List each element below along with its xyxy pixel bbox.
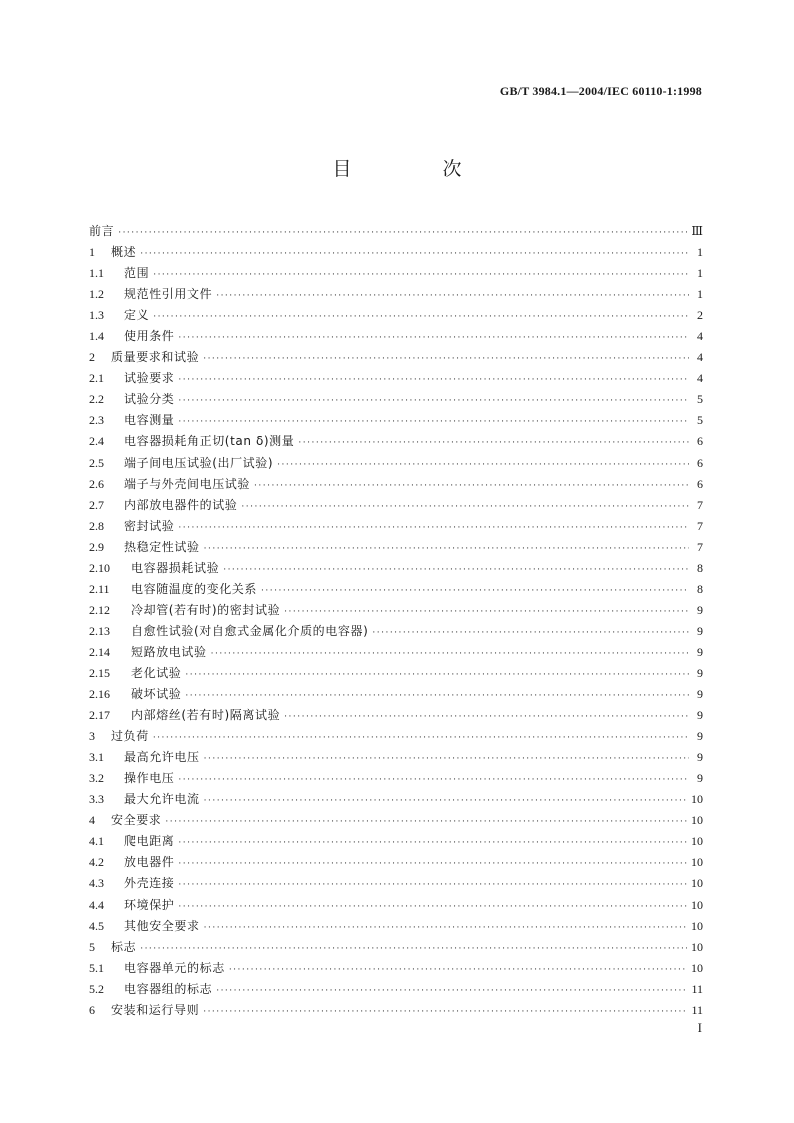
toc-entry[interactable] (89, 684, 703, 705)
toc-section-number: 2.17 (89, 708, 110, 723)
toc-page-number: 9 (697, 708, 703, 723)
toc-dot-leader (204, 539, 689, 560)
toc-section-number: 2.7 (89, 497, 104, 512)
toc-section-number: 2.5 (89, 455, 104, 470)
toc-entry[interactable] (89, 221, 703, 242)
toc-section-title: 最高允许电压 (124, 750, 200, 765)
toc-entry[interactable] (89, 389, 703, 410)
toc-section-title: 规范性引用文件 (124, 287, 213, 302)
toc-dot-leader (185, 665, 689, 686)
toc-section-number: 2 (89, 350, 95, 365)
toc-page-number: 10 (691, 876, 703, 891)
toc-section-title: 试验分类 (124, 392, 175, 407)
toc-section-title: 放电器件 (124, 855, 175, 870)
toc-section-title: 密封试验 (124, 518, 175, 533)
toc-dot-leader (165, 812, 687, 833)
toc-page-number: 4 (697, 371, 703, 386)
toc-entry[interactable] (89, 810, 703, 831)
toc-section-number: 2.6 (89, 476, 104, 491)
toc-section-title: 前言 (89, 224, 115, 238)
toc-page-number: 10 (691, 855, 703, 870)
toc-section-title: 试验要求 (124, 371, 175, 386)
toc-page-number: 4 (697, 350, 703, 365)
toc-entry[interactable] (89, 516, 703, 537)
toc-page-number: 10 (691, 897, 703, 912)
toc-section-title: 内部熔丝(若有时)隔离试验 (131, 708, 281, 723)
toc-section-title: 破坏试验 (131, 687, 182, 702)
toc-page-number: 9 (697, 771, 703, 786)
toc-page-number: 8 (697, 560, 703, 575)
toc-section-number: 2.4 (89, 434, 104, 449)
page-title: 目 次 (332, 158, 498, 180)
toc-section-number: 3.2 (89, 771, 104, 786)
toc-section-title: 操作电压 (124, 771, 175, 786)
toc-entry[interactable] (89, 937, 703, 958)
toc-section-number: 4.1 (89, 834, 104, 849)
toc-section-title: 冷却管(若有时)的密封试验 (131, 602, 281, 617)
toc-section-title: 老化试验 (131, 665, 182, 680)
toc-entry[interactable] (89, 453, 703, 474)
toc-section-title: 电容器损耗角正切(tan δ)测量 (124, 434, 295, 449)
toc-entry[interactable] (89, 579, 703, 600)
toc-entry[interactable] (89, 895, 703, 916)
toc-section-number: 2.13 (89, 623, 110, 638)
toc-dot-leader (284, 707, 689, 728)
toc-page-number: 5 (697, 413, 703, 428)
toc-dot-leader (216, 981, 687, 1002)
toc-section-number: 2.11 (89, 581, 110, 596)
toc-page-number: 7 (697, 518, 703, 533)
toc-section-number: 4.2 (89, 855, 104, 870)
toc-dot-leader (178, 391, 689, 412)
toc-dot-leader (140, 244, 689, 265)
toc-page-number: 9 (697, 750, 703, 765)
toc-entry[interactable] (89, 410, 703, 431)
toc-section-number: 1.4 (89, 329, 104, 344)
toc-dot-leader (261, 581, 689, 602)
toc-entry[interactable] (89, 495, 703, 516)
toc-section-title: 定义 (124, 308, 150, 323)
toc-page-number: 10 (691, 918, 703, 933)
toc-page-number: 1 (697, 266, 703, 281)
toc-page-number: 6 (697, 476, 703, 491)
toc-entry[interactable] (89, 621, 703, 642)
toc-section-number: 2.8 (89, 518, 104, 533)
toc-page-number: 6 (697, 434, 703, 449)
toc-dot-leader (178, 875, 687, 896)
toc-entry[interactable] (89, 431, 703, 452)
toc-dot-leader (203, 1002, 687, 1023)
toc-section-title: 电容器单元的标志 (124, 960, 225, 975)
toc-section-number: 5 (89, 939, 95, 954)
toc-page-number: 10 (691, 960, 703, 975)
toc-dot-leader (211, 644, 689, 665)
toc-entry[interactable] (89, 474, 703, 495)
toc-page-number: 9 (697, 602, 703, 617)
toc-section-title: 概述 (111, 245, 137, 260)
toc-entry[interactable] (89, 726, 703, 747)
toc-entry[interactable] (89, 284, 703, 305)
toc-page-number: 11 (691, 1002, 703, 1017)
toc-section-number: 2.10 (89, 560, 110, 575)
toc-entry[interactable] (89, 305, 703, 326)
toc-section-number: 1.1 (89, 266, 104, 281)
toc-entry[interactable] (89, 263, 703, 284)
toc-section-number: 5.1 (89, 960, 104, 975)
toc-section-title: 标志 (111, 939, 137, 954)
toc-section-title: 电容器损耗试验 (131, 560, 220, 575)
toc-dot-leader (284, 602, 689, 623)
toc-entry[interactable] (89, 642, 703, 663)
toc-dot-leader (298, 433, 689, 454)
toc-dot-leader (178, 854, 687, 875)
toc-dot-leader (204, 749, 689, 770)
toc-section-number: 4.5 (89, 918, 104, 933)
toc-page-number: 9 (697, 623, 703, 638)
toc-section-title: 安全要求 (111, 813, 162, 828)
toc-entry[interactable] (89, 558, 703, 579)
toc-dot-leader (178, 770, 689, 791)
toc-section-number: 5.2 (89, 981, 104, 996)
toc-page-number: 9 (697, 665, 703, 680)
toc-entry[interactable] (89, 600, 703, 621)
toc-section-number: 2.14 (89, 644, 110, 659)
toc-dot-leader (203, 349, 689, 370)
toc-page-number: 10 (691, 792, 703, 807)
toc-dot-leader (178, 370, 689, 391)
toc-section-title: 端子间电压试验(出厂试验) (124, 455, 274, 470)
toc-entry[interactable] (89, 705, 703, 726)
toc-section-number: 1.2 (89, 287, 104, 302)
toc-section-number: 2.16 (89, 687, 110, 702)
toc-page-number: 2 (697, 308, 703, 323)
toc-page-number: 9 (697, 729, 703, 744)
toc-dot-leader (178, 897, 687, 918)
toc-section-number: 3.1 (89, 750, 104, 765)
toc-dot-leader (241, 497, 689, 518)
toc-section-title: 自愈性试验(对自愈式金属化介质的电容器) (131, 623, 369, 638)
toc-section-number: 3.3 (89, 792, 104, 807)
toc-section-title: 环境保护 (124, 897, 175, 912)
toc-dot-leader (372, 623, 689, 644)
toc-dot-leader (140, 939, 687, 960)
toc-section-number: 2.15 (89, 665, 110, 680)
toc-page-number: 7 (697, 539, 703, 554)
toc-entry[interactable] (89, 789, 703, 810)
toc-entry[interactable] (89, 1000, 703, 1021)
toc-dot-leader (277, 455, 689, 476)
toc-page-number: 7 (697, 497, 703, 512)
toc-entry[interactable] (89, 242, 703, 263)
toc-section-title: 热稳定性试验 (124, 539, 200, 554)
toc-section-title: 电容测量 (124, 413, 175, 428)
toc-section-title: 外壳连接 (124, 876, 175, 891)
toc-section-title: 过负荷 (111, 729, 149, 744)
toc-dot-leader (204, 918, 687, 939)
toc-section-title: 质量要求和试验 (111, 350, 200, 365)
toc-dot-leader (153, 728, 689, 749)
toc-entry[interactable] (89, 979, 703, 1000)
toc-dot-leader (178, 328, 689, 349)
toc-section-title: 使用条件 (124, 329, 175, 344)
toc-section-number: 2.3 (89, 413, 104, 428)
toc-entry[interactable] (89, 368, 703, 389)
toc-entry[interactable] (89, 768, 703, 789)
toc-dot-leader (153, 265, 689, 286)
toc-section-number: 4 (89, 813, 95, 828)
toc-page-number: 9 (697, 644, 703, 659)
toc-dot-leader (178, 412, 689, 433)
toc-entry[interactable] (89, 852, 703, 873)
toc-section-title: 范围 (124, 266, 150, 281)
toc-section-number: 3 (89, 729, 95, 744)
toc-section-title: 最大允许电流 (124, 792, 200, 807)
toc-section-title: 电容器组的标志 (124, 981, 213, 996)
toc-entry[interactable] (89, 347, 703, 368)
toc-section-title: 安装和运行导则 (111, 1002, 200, 1017)
toc-dot-leader (204, 791, 687, 812)
toc-entry[interactable] (89, 958, 703, 979)
toc-entry[interactable] (89, 747, 703, 768)
toc-page-number: 1 (697, 287, 703, 302)
toc-entry[interactable] (89, 831, 703, 852)
toc-page-number: 9 (697, 687, 703, 702)
toc-section-number: 2.2 (89, 392, 104, 407)
toc-dot-leader (153, 307, 689, 328)
toc-section-title: 内部放电器件的试验 (124, 497, 238, 512)
toc-page-number: Ⅲ (691, 224, 703, 238)
toc-dot-leader (229, 960, 687, 981)
toc-page-number: 10 (691, 813, 703, 828)
toc-page-number: 1 (697, 245, 703, 260)
toc-dot-leader (216, 286, 689, 307)
toc-page-number: 10 (691, 939, 703, 954)
toc-entry[interactable] (89, 326, 703, 347)
standard-code-header: GB/T 3984.1—2004/IEC 60110-1:1998 (499, 84, 702, 98)
toc-section-title: 端子与外壳间电压试验 (124, 476, 251, 491)
toc-section-title: 其他安全要求 (124, 918, 200, 933)
toc-page-number: 8 (697, 581, 703, 596)
toc-dot-leader (254, 476, 689, 497)
toc-entry[interactable] (89, 537, 703, 558)
page-number: I (697, 1020, 702, 1035)
toc-section-number: 4.4 (89, 897, 104, 912)
toc-section-number: 6 (89, 1002, 95, 1017)
toc-section-number: 1 (89, 245, 95, 260)
toc-dot-leader (118, 223, 687, 244)
toc-section-title: 短路放电试验 (131, 644, 207, 659)
toc-entry[interactable] (89, 916, 703, 937)
toc-section-number: 4.3 (89, 876, 104, 891)
toc-section-number: 2.12 (89, 602, 110, 617)
toc-section-title: 电容随温度的变化关系 (131, 581, 258, 596)
toc-page-number: 4 (697, 329, 703, 344)
toc-dot-leader (185, 686, 689, 707)
toc-entry[interactable] (89, 663, 703, 684)
toc-entry[interactable] (89, 873, 703, 894)
toc-page-number: 10 (691, 834, 703, 849)
toc-section-number: 2.1 (89, 371, 104, 386)
toc-section-title: 爬电距离 (124, 834, 175, 849)
toc-page-number: 11 (691, 981, 703, 996)
toc-section-number: 2.9 (89, 539, 104, 554)
toc-dot-leader (178, 833, 687, 854)
table-of-contents (89, 221, 703, 1021)
toc-page-number: 6 (697, 455, 703, 470)
toc-dot-leader (223, 560, 689, 581)
toc-page-number: 5 (697, 392, 703, 407)
toc-section-number: 1.3 (89, 308, 104, 323)
toc-dot-leader (178, 518, 689, 539)
